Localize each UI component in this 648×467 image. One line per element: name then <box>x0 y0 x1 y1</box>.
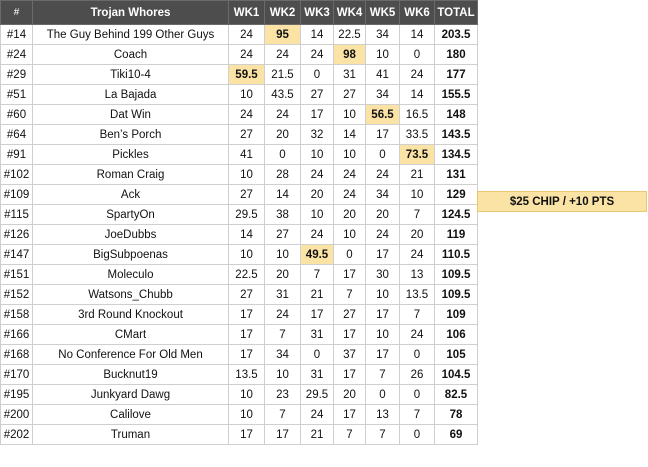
week-5-cell[interactable]: 24 <box>366 165 400 185</box>
week-6-cell[interactable]: 7 <box>400 205 435 225</box>
week-3-cell[interactable]: 32 <box>301 125 334 145</box>
week-5-cell[interactable]: 0 <box>366 145 400 165</box>
team-cell[interactable]: CMart <box>33 325 229 345</box>
wk6-header[interactable]: WK6 <box>400 1 435 25</box>
rank-cell[interactable]: #152 <box>1 285 33 305</box>
team-cell[interactable]: Truman <box>33 425 229 445</box>
week-3-cell[interactable]: 20 <box>301 185 334 205</box>
week-3-cell[interactable]: 14 <box>301 25 334 45</box>
table-row <box>1 105 478 125</box>
week-3-cell[interactable]: 17 <box>301 305 334 325</box>
week-6-cell[interactable]: 24 <box>400 245 435 265</box>
total-cell[interactable]: 69 <box>435 425 478 445</box>
total-cell[interactable]: 134.5 <box>435 145 478 165</box>
rank-cell[interactable]: #147 <box>1 245 33 265</box>
week-3-cell[interactable]: 10 <box>301 145 334 165</box>
week-3-cell[interactable]: 24 <box>301 225 334 245</box>
week-4-cell[interactable]: 20 <box>334 385 366 405</box>
team-cell[interactable]: Moleculo <box>33 265 229 285</box>
week-5-cell[interactable]: 34 <box>366 25 400 45</box>
week-1-cell[interactable]: 22.5 <box>229 265 265 285</box>
week-6-cell[interactable]: 13.5 <box>400 285 435 305</box>
total-cell[interactable]: 104.5 <box>435 365 478 385</box>
week-3-cell[interactable]: 27 <box>301 85 334 105</box>
week-5-cell[interactable]: 17 <box>366 125 400 145</box>
team-cell[interactable]: Coach <box>33 45 229 65</box>
week-3-cell[interactable]: 21 <box>301 425 334 445</box>
rank-cell[interactable]: #158 <box>1 305 33 325</box>
table-row <box>1 85 478 105</box>
total-cell[interactable]: 177 <box>435 65 478 85</box>
team-cell[interactable]: Pickles <box>33 145 229 165</box>
week-6-cell[interactable]: 33.5 <box>400 125 435 145</box>
rank-cell[interactable]: #126 <box>1 225 33 245</box>
rank-cell[interactable]: #170 <box>1 365 33 385</box>
table-row <box>1 65 478 85</box>
week-4-cell[interactable]: 10 <box>334 105 366 125</box>
week-1-cell[interactable]: 29.5 <box>229 205 265 225</box>
rank-cell[interactable]: #24 <box>1 45 33 65</box>
week-4-cell[interactable]: 0 <box>334 245 366 265</box>
team-cell[interactable]: Tiki10-4 <box>33 65 229 85</box>
table-row <box>1 125 478 145</box>
week-5-cell[interactable]: 10 <box>366 285 400 305</box>
week-2-cell[interactable]: 20 <box>265 265 301 285</box>
week-1-cell[interactable]: 17 <box>229 345 265 365</box>
total-cell[interactable]: 110.5 <box>435 245 478 265</box>
week-6-cell[interactable]: 10 <box>400 185 435 205</box>
week-4-cell[interactable]: 37 <box>334 345 366 365</box>
week-3-cell[interactable]: 21 <box>301 285 334 305</box>
table-row <box>1 225 478 245</box>
week-6-cell[interactable]: 24 <box>400 65 435 85</box>
team-cell[interactable]: Watsons_Chubb <box>33 285 229 305</box>
week-1-cell[interactable]: 10 <box>229 165 265 185</box>
table-row <box>1 265 478 285</box>
week-1-cell[interactable]: 41 <box>229 145 265 165</box>
total-cell[interactable]: 82.5 <box>435 385 478 405</box>
week-3-cell[interactable]: 7 <box>301 265 334 285</box>
week-3-cell[interactable]: 29.5 <box>301 385 334 405</box>
table-row <box>1 305 478 325</box>
week-3-cell[interactable]: 31 <box>301 325 334 345</box>
week-6-cell[interactable]: 24 <box>400 325 435 345</box>
total-cell[interactable]: 131 <box>435 165 478 185</box>
week-5-cell[interactable]: 7 <box>366 365 400 385</box>
week-2-cell[interactable]: 34 <box>265 345 301 365</box>
week-5-cell[interactable]: 17 <box>366 305 400 325</box>
table-row <box>1 425 478 445</box>
header-row <box>1 1 478 25</box>
team-cell[interactable]: SpartyOn <box>33 205 229 225</box>
table-row <box>1 345 478 365</box>
week-2-cell[interactable]: 24 <box>265 105 301 125</box>
team-cell[interactable]: Ack <box>33 185 229 205</box>
week-4-cell[interactable]: 27 <box>334 85 366 105</box>
week-2-cell[interactable]: 24 <box>265 45 301 65</box>
team-cell[interactable]: Roman Craig <box>33 165 229 185</box>
rank-cell[interactable]: #60 <box>1 105 33 125</box>
week-1-cell[interactable]: 17 <box>229 325 265 345</box>
rank-cell[interactable]: #151 <box>1 265 33 285</box>
week-1-cell[interactable]: 10 <box>229 405 265 425</box>
team-cell[interactable]: Calilove <box>33 405 229 425</box>
total-cell[interactable]: 155.5 <box>435 85 478 105</box>
week-1-cell[interactable]: 13.5 <box>229 365 265 385</box>
week-4-cell[interactable]: 10 <box>334 145 366 165</box>
table-row <box>1 285 478 305</box>
week-4-cell[interactable]: 22.5 <box>334 25 366 45</box>
week-4-cell[interactable]: 98 <box>334 45 366 65</box>
week-2-cell[interactable]: 0 <box>265 145 301 165</box>
wk3-header[interactable]: WK3 <box>301 1 334 25</box>
week-3-cell[interactable]: 0 <box>301 65 334 85</box>
week-5-cell[interactable]: 20 <box>366 205 400 225</box>
week-1-cell[interactable]: 24 <box>229 45 265 65</box>
week-1-cell[interactable]: 24 <box>229 105 265 125</box>
week-5-cell[interactable]: 56.5 <box>366 105 400 125</box>
week-3-cell[interactable]: 24 <box>301 165 334 185</box>
week-6-cell[interactable]: 0 <box>400 45 435 65</box>
week-2-cell[interactable]: 10 <box>265 245 301 265</box>
week-3-cell[interactable]: 31 <box>301 365 334 385</box>
week-2-cell[interactable]: 28 <box>265 165 301 185</box>
week-4-cell[interactable]: 17 <box>334 405 366 425</box>
table-row <box>1 185 478 205</box>
week-6-cell[interactable]: 0 <box>400 425 435 445</box>
total-cell[interactable]: 109 <box>435 305 478 325</box>
wk2-header[interactable]: WK2 <box>265 1 301 25</box>
week-6-cell[interactable]: 0 <box>400 345 435 365</box>
total-cell[interactable]: 109.5 <box>435 285 478 305</box>
wk1-header[interactable]: WK1 <box>229 1 265 25</box>
week-4-cell[interactable]: 7 <box>334 285 366 305</box>
week-6-cell[interactable]: 14 <box>400 85 435 105</box>
table-row <box>1 365 478 385</box>
week-3-cell[interactable]: 10 <box>301 205 334 225</box>
week-2-cell[interactable]: 7 <box>265 325 301 345</box>
week-6-cell[interactable]: 13 <box>400 265 435 285</box>
team-cell[interactable]: JoeDubbs <box>33 225 229 245</box>
week-5-cell[interactable]: 34 <box>366 185 400 205</box>
total-header[interactable]: TOTAL <box>435 1 478 25</box>
week-5-cell[interactable]: 13 <box>366 405 400 425</box>
week-3-cell[interactable]: 24 <box>301 405 334 425</box>
week-2-cell[interactable]: 10 <box>265 365 301 385</box>
week-4-cell[interactable]: 17 <box>334 325 366 345</box>
rank-cell[interactable]: #166 <box>1 325 33 345</box>
total-cell[interactable]: 105 <box>435 345 478 365</box>
week-1-cell[interactable]: 27 <box>229 285 265 305</box>
total-cell[interactable]: 78 <box>435 405 478 425</box>
team-cell[interactable]: Bucknut19 <box>33 365 229 385</box>
week-4-cell[interactable]: 14 <box>334 125 366 145</box>
week-2-cell[interactable]: 14 <box>265 185 301 205</box>
week-4-cell[interactable]: 20 <box>334 205 366 225</box>
week-1-cell[interactable]: 27 <box>229 185 265 205</box>
table-row <box>1 325 478 345</box>
week-6-cell[interactable]: 14 <box>400 25 435 45</box>
week-4-cell[interactable]: 24 <box>334 185 366 205</box>
rank-cell[interactable]: #51 <box>1 85 33 105</box>
week-6-cell[interactable]: 0 <box>400 385 435 405</box>
team-cell[interactable]: La Bajada <box>33 85 229 105</box>
team-cell[interactable]: No Conference For Old Men <box>33 345 229 365</box>
week-6-cell[interactable]: 21 <box>400 165 435 185</box>
week-5-cell[interactable]: 7 <box>366 425 400 445</box>
week-5-cell[interactable]: 24 <box>366 225 400 245</box>
total-cell[interactable]: 129 <box>435 185 478 205</box>
week-1-cell[interactable]: 17 <box>229 305 265 325</box>
table-row <box>1 205 478 225</box>
week-4-cell[interactable]: 17 <box>334 265 366 285</box>
rank-cell[interactable]: #195 <box>1 385 33 405</box>
rank-cell[interactable]: #109 <box>1 185 33 205</box>
wk4-header[interactable]: WK4 <box>334 1 366 25</box>
week-5-cell[interactable]: 30 <box>366 265 400 285</box>
table-row <box>1 385 478 405</box>
rank-cell[interactable]: #14 <box>1 25 33 45</box>
week-3-cell[interactable]: 0 <box>301 345 334 365</box>
week-1-cell[interactable]: 59.5 <box>229 65 265 85</box>
rank-cell[interactable]: #102 <box>1 165 33 185</box>
week-2-cell[interactable]: 7 <box>265 405 301 425</box>
week-1-cell[interactable]: 17 <box>229 425 265 445</box>
week-4-cell[interactable]: 17 <box>334 365 366 385</box>
week-2-cell[interactable]: 27 <box>265 225 301 245</box>
week-6-cell[interactable]: 20 <box>400 225 435 245</box>
week-5-cell[interactable]: 17 <box>366 345 400 365</box>
week-4-cell[interactable]: 10 <box>334 225 366 245</box>
rank-cell[interactable]: #64 <box>1 125 33 145</box>
wk5-header[interactable]: WK5 <box>366 1 400 25</box>
total-cell[interactable]: 106 <box>435 325 478 345</box>
total-cell[interactable]: 148 <box>435 105 478 125</box>
team-cell[interactable]: BigSubpoenas <box>33 245 229 265</box>
total-cell[interactable]: 119 <box>435 225 478 245</box>
week-1-cell[interactable]: 10 <box>229 385 265 405</box>
week-2-cell[interactable]: 95 <box>265 25 301 45</box>
week-6-cell[interactable]: 16.5 <box>400 105 435 125</box>
week-4-cell[interactable]: 27 <box>334 305 366 325</box>
table-row <box>1 25 478 45</box>
table-row <box>1 165 478 185</box>
team-cell[interactable]: Dat Win <box>33 105 229 125</box>
week-2-cell[interactable]: 21.5 <box>265 65 301 85</box>
team-cell[interactable]: Junkyard Dawg <box>33 385 229 405</box>
rank-cell[interactable]: #91 <box>1 145 33 165</box>
team-header[interactable]: Trojan Whores <box>33 1 229 25</box>
week-6-cell[interactable]: 26 <box>400 365 435 385</box>
total-cell[interactable]: 124.5 <box>435 205 478 225</box>
week-5-cell[interactable]: 34 <box>366 85 400 105</box>
week-6-cell[interactable]: 73.5 <box>400 145 435 165</box>
rank-cell[interactable]: #168 <box>1 345 33 365</box>
week-6-cell[interactable]: 7 <box>400 405 435 425</box>
total-cell[interactable]: 143.5 <box>435 125 478 145</box>
week-3-cell[interactable]: 24 <box>301 45 334 65</box>
week-5-cell[interactable]: 41 <box>366 65 400 85</box>
week-1-cell[interactable]: 10 <box>229 245 265 265</box>
rank-cell[interactable]: #29 <box>1 65 33 85</box>
week-3-cell[interactable]: 49.5 <box>301 245 334 265</box>
table-row <box>1 405 478 425</box>
rank-cell[interactable]: #115 <box>1 205 33 225</box>
week-5-cell[interactable]: 10 <box>366 325 400 345</box>
week-4-cell[interactable]: 31 <box>334 65 366 85</box>
rank-header[interactable]: # <box>1 1 33 25</box>
week-1-cell[interactable]: 10 <box>229 85 265 105</box>
week-2-cell[interactable]: 43.5 <box>265 85 301 105</box>
total-cell[interactable]: 203.5 <box>435 25 478 45</box>
team-cell[interactable]: The Guy Behind 199 Other Guys <box>33 25 229 45</box>
rank-cell[interactable]: #200 <box>1 405 33 425</box>
week-5-cell[interactable]: 17 <box>366 245 400 265</box>
team-cell[interactable]: Ben’s Porch <box>33 125 229 145</box>
week-6-cell[interactable]: 7 <box>400 305 435 325</box>
week-3-cell[interactable]: 17 <box>301 105 334 125</box>
table-row <box>1 145 478 165</box>
team-cell[interactable]: 3rd Round Knockout <box>33 305 229 325</box>
week-4-cell[interactable]: 7 <box>334 425 366 445</box>
chip-note-cell[interactable]: $25 CHIP / +10 PTS <box>477 191 647 212</box>
week-2-cell[interactable]: 20 <box>265 125 301 145</box>
week-2-cell[interactable]: 31 <box>265 285 301 305</box>
week-1-cell[interactable]: 24 <box>229 25 265 45</box>
week-2-cell[interactable]: 23 <box>265 385 301 405</box>
table-row <box>1 245 478 265</box>
week-2-cell[interactable]: 38 <box>265 205 301 225</box>
total-cell[interactable]: 109.5 <box>435 265 478 285</box>
week-1-cell[interactable]: 27 <box>229 125 265 145</box>
table-row <box>1 45 478 65</box>
week-2-cell[interactable]: 17 <box>265 425 301 445</box>
week-5-cell[interactable]: 0 <box>366 385 400 405</box>
week-5-cell[interactable]: 10 <box>366 45 400 65</box>
week-2-cell[interactable]: 24 <box>265 305 301 325</box>
total-cell[interactable]: 180 <box>435 45 478 65</box>
rank-cell[interactable]: #202 <box>1 425 33 445</box>
week-1-cell[interactable]: 14 <box>229 225 265 245</box>
week-4-cell[interactable]: 24 <box>334 165 366 185</box>
